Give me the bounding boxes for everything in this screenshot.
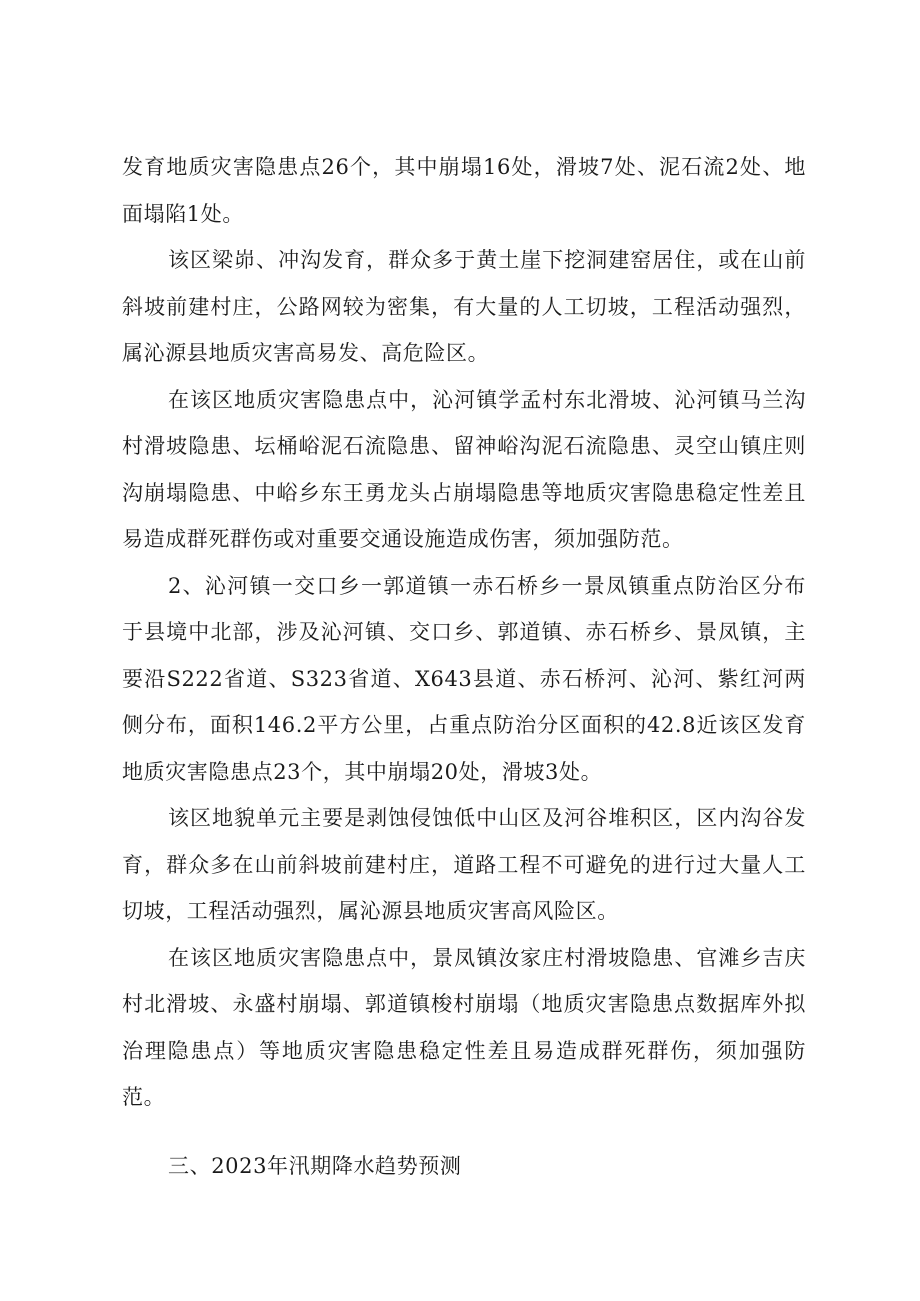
paragraph-terrain-risk: 该区梁峁、冲沟发育，群众多于黄土崖下挖洞建窑居住，或在山前斜坡前建村庄，公路网较为密集，有大量的人工切坡，工程活动强烈，属沁源县地质灾害高易发、高危险区。: [122, 248, 806, 365]
document-body: [122, 144, 806, 1189]
paragraph-zone-2-hazard-points: 在该区地质灾害隐患点中，景凤镇汝家庄村滑坡隐患、官滩乡吉庆村北滑坡、永盛村崩塌、郭道镇梭村崩塌（地质灾害隐患点数据库外拟治理隐患点）等地质灾害隐患稳定性差且易造成群死群伤，须加强防范。: [122, 945, 806, 1109]
paragraph-key-hazard-points: 在该区地质灾害隐患点中，沁河镇学孟村东北滑坡、沁河镇马兰沟村滑坡隐患、坛桶峪泥石流隐患、留神峪沟泥石流隐患、灵空山镇庄则沟崩塌隐患、中峪乡东王勇龙头占崩塌隐患等地质灾害隐患稳定性差且易造成群死群伤或对重要交通设施造成伤害，须加强防范。: [122, 387, 806, 551]
section-heading: 三、2023年汛期降水趋势预测: [168, 1153, 462, 1178]
paragraph-zone-2-terrain: 该区地貌单元主要是剥蚀侵蚀低中山区及河谷堆积区，区内沟谷发育，群众多在山前斜坡前建村庄，道路工程不可避免的进行过大量人工切坡，工程活动强烈，属沁源县地质灾害高风险区。: [122, 806, 806, 923]
paragraph-zone-2-distribution: 2、沁河镇一交口乡一郭道镇一赤石桥乡一景凤镇重点防治区分布于县境中北部，涉及沁河镇、交口乡、郭道镇、赤石桥乡、景凤镇，主要沿S222省道、S323省道、X643县道、赤石桥河、沁河、紫红河两侧分布，面积146.2平方公里，占重点防治分区面积的42.8近该区发育地质灾害隐患点23个，其中崩塌20处，滑坡3处。: [122, 573, 806, 784]
paragraph-hazard-count: 发育地质灾害隐患点26个，其中崩塌16处，滑坡7处、泥石流2处、地面塌陷1处。: [122, 155, 806, 226]
